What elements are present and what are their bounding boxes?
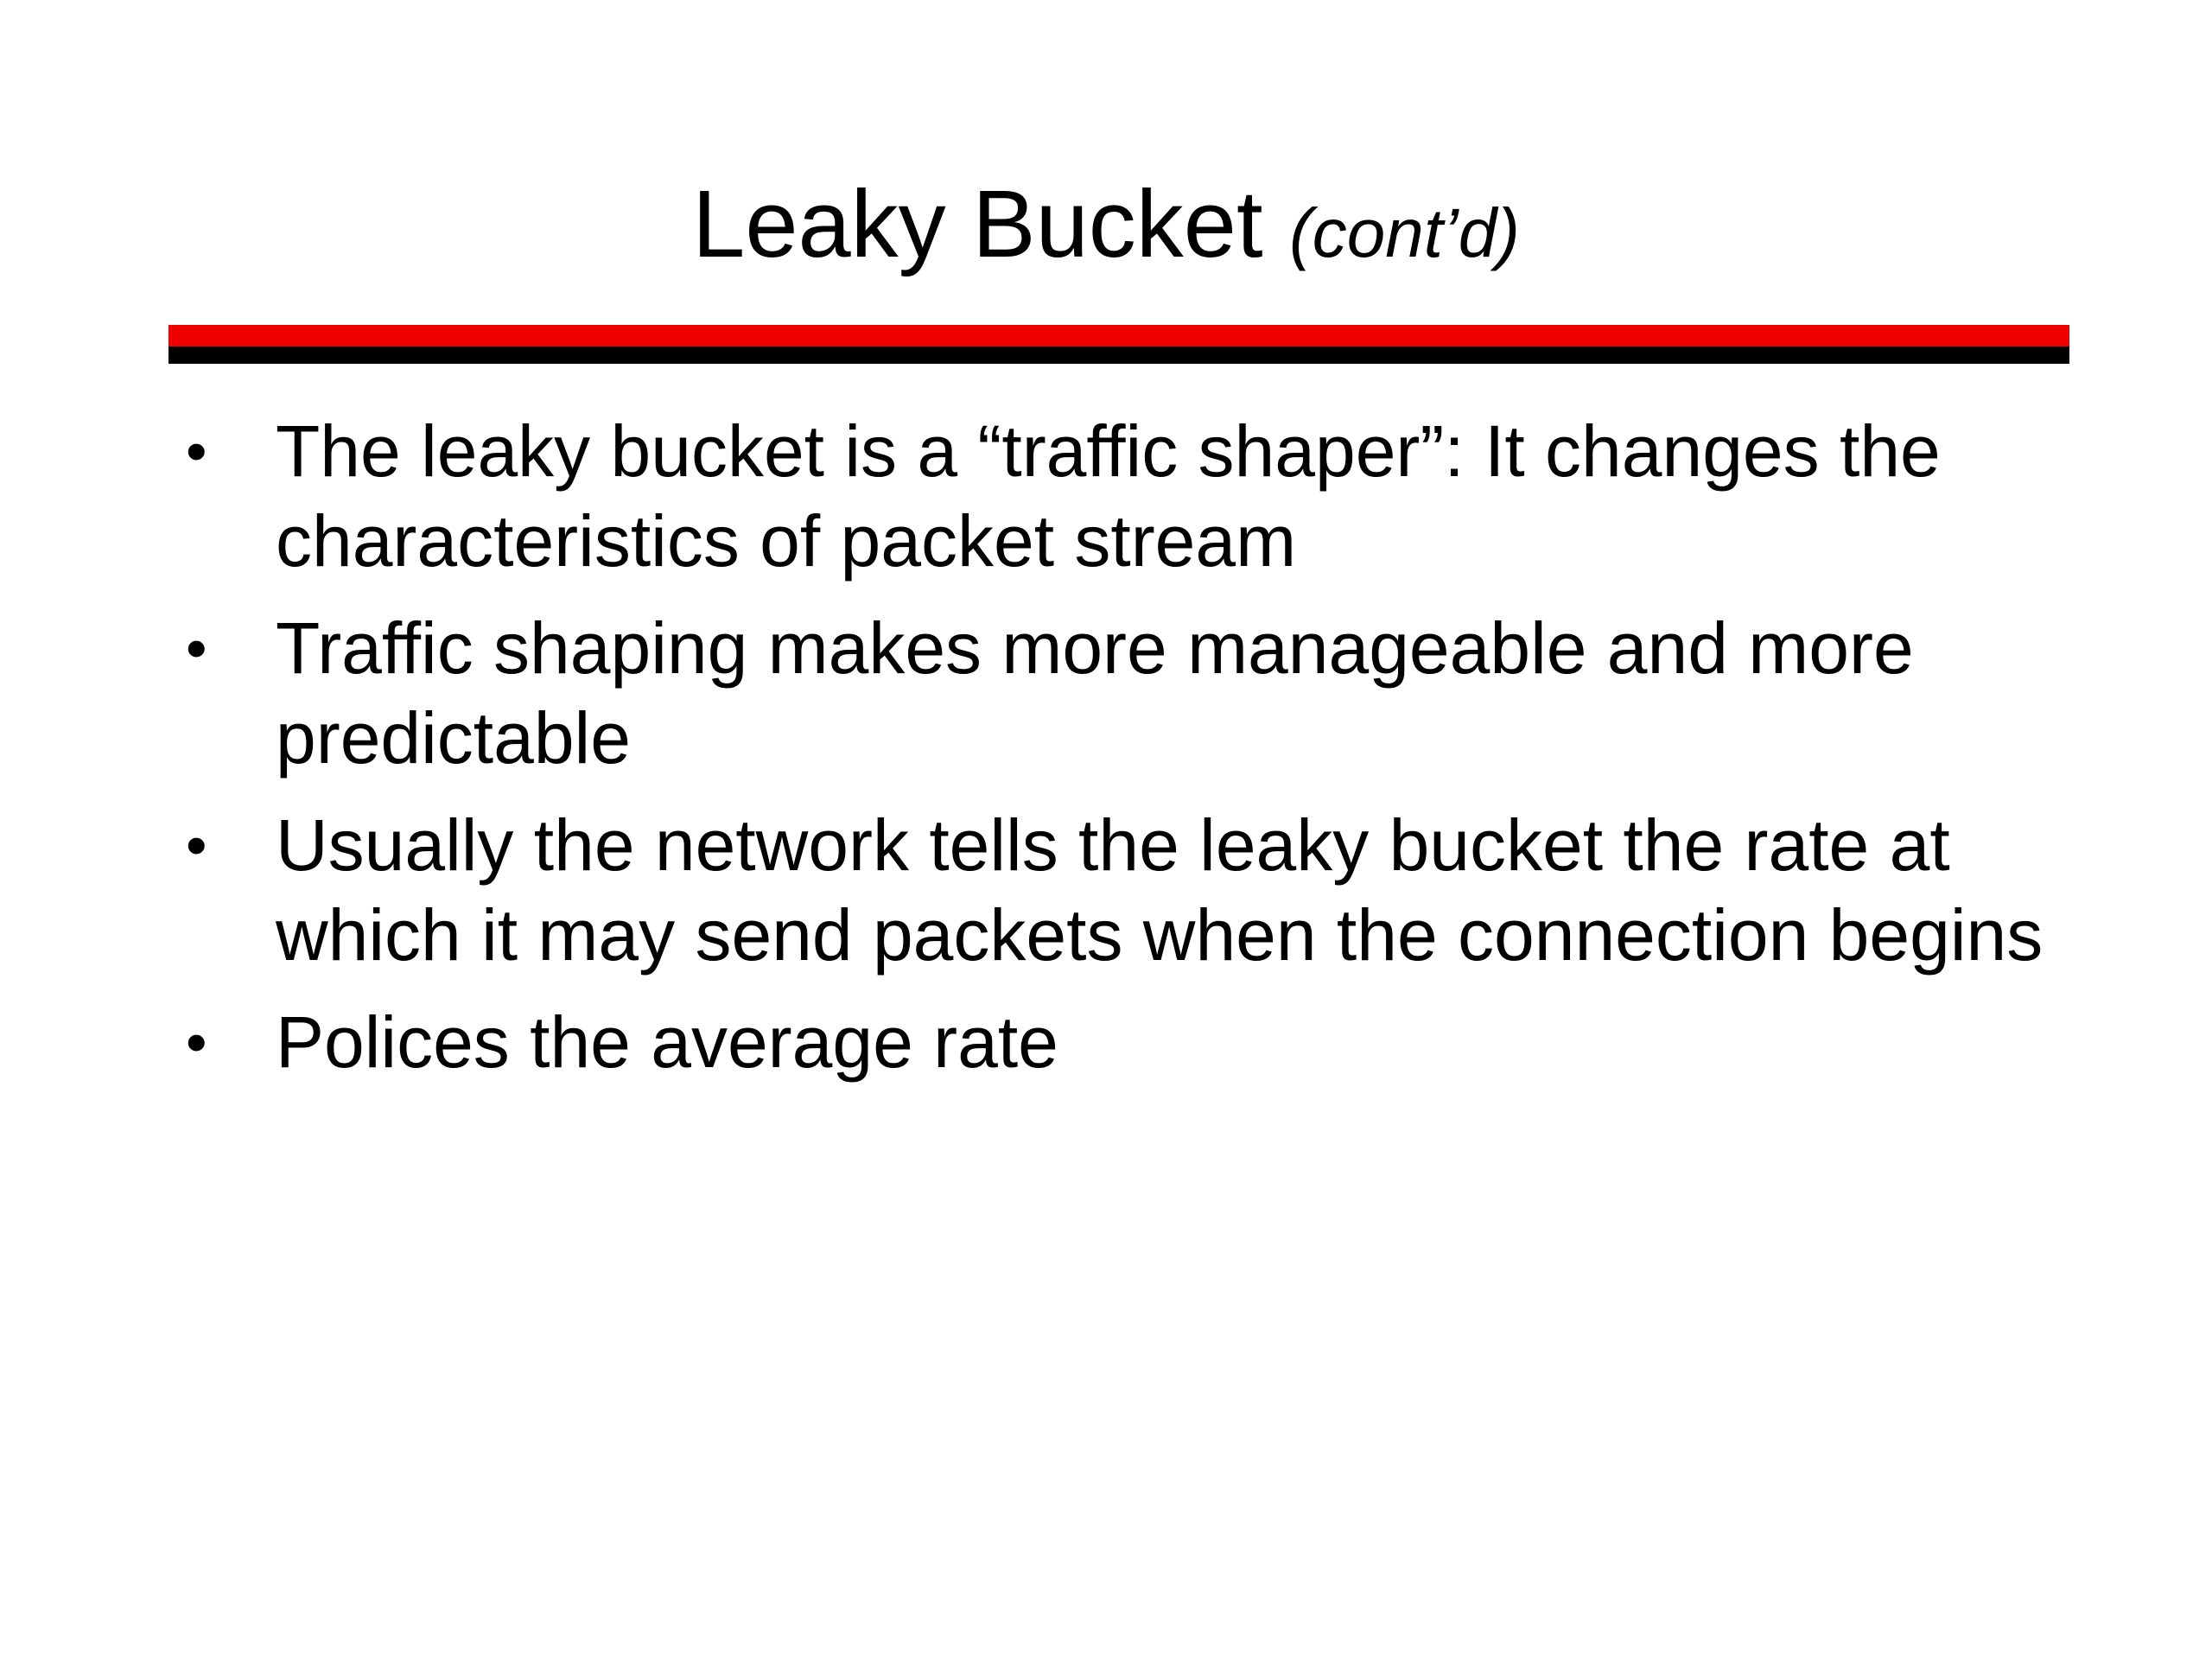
- bullet-text: The leaky bucket is a “traffic shaper”: It changes the characteristics of packet stream: [276, 410, 1941, 582]
- bullet-marker: •: [186, 811, 207, 879]
- bullet-marker: •: [186, 417, 207, 485]
- bullet-item-3: [186, 800, 2087, 980]
- bullet-marker: •: [186, 614, 207, 682]
- title-main: Leaky Bucket: [692, 171, 1263, 277]
- bullet-text: Traffic shaping makes more manageable and more predictable: [276, 607, 1914, 779]
- bullet-marker: •: [186, 1008, 207, 1076]
- bullet-text: Usually the network tells the leaky bucket the rate at which it may send packets when the connection begins: [276, 804, 2044, 976]
- bullet-item-1: [186, 406, 2087, 586]
- slide-title: [0, 168, 2212, 289]
- bullet-text: Polices the average rate: [276, 1001, 1058, 1083]
- title-divider-red: [168, 325, 2069, 346]
- bullet-list: [186, 406, 2087, 1104]
- bullet-item-4: [186, 997, 2087, 1087]
- bullet-item-2: [186, 603, 2087, 783]
- title-suffix: (cont’d): [1289, 194, 1520, 271]
- title-divider-black: [168, 346, 2069, 364]
